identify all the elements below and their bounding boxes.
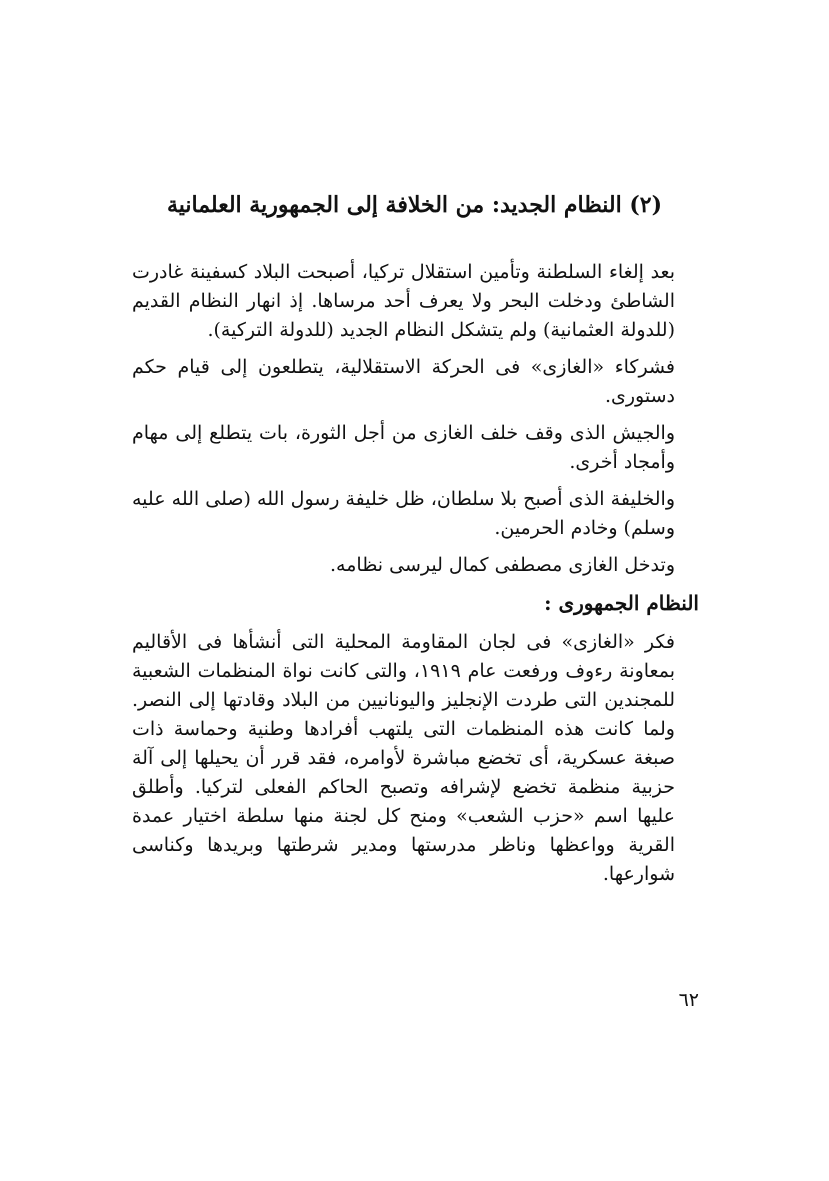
page-number: ٦٢ [678, 989, 699, 1011]
paragraph-6: فكر «الغازى» فى لجان المقاومة المحلية التى أنشأها فى الأقاليم بمعاونة رءوف ورفعت عام ١٩١٩، والتى كانت نواة المنظمات الشعبية للمجندين التى طردت الإنجليز واليونانيين من البلاد وقادتها إلى النصر. ولما كانت هذه المنظمات التى يلتهب أفرادها وطنية وحماسة ذات صبغة عسكرية، أى تخضع مباشرة لأوامره، فقد قرر أن يحيلها إلى آلة حزبية منظمة تخضع لإشرافه وتصبح الحاكم الفعلى لتركيا. وأطلق عليها اسم «حزب الشعب» ومنح كل لجنة منها سلطة اختيار عمدة القرية وواعظها وناظر مدرستها ومدير شرطتها وبريدها وكناسى شوارعها. [132, 631, 675, 885]
paragraph-4: والخليفة الذى أصبح بلا سلطان، ظل خليفة رسول الله (صلى الله عليه وسلم) وخادم الحرمين. [132, 488, 675, 539]
subheading-republican-system: النظام الجمهورى : [544, 591, 699, 615]
paragraph-1: بعد إلغاء السلطنة وتأمين استقلال تركيا، أصبحت البلاد كسفينة غادرت الشاطئ ودخلت البحر ولا يعرف أحد مرساها. إذ انهار النظام القديم (للدولة العثمانية) ولم يتشكل النظام الجديد (للدولة التركية). [132, 261, 675, 341]
paragraph-2: فشركاء «الغازى» فى الحركة الاستقلالية، يتطلعون إلى قيام حكم دستورى. [132, 356, 675, 407]
body-text [132, 258, 699, 897]
paragraph-5: وتدخل الغازى مصطفى كمال ليرسى نظامه. [330, 554, 675, 576]
section-heading: (٢) النظام الجديد: من الخلافة إلى الجمهورية العلمانية [166, 192, 663, 218]
paragraph-3: والجيش الذى وقف خلف الغازى من أجل الثورة، بات يتطلع إلى مهام وأمجاد أخرى. [132, 422, 675, 473]
